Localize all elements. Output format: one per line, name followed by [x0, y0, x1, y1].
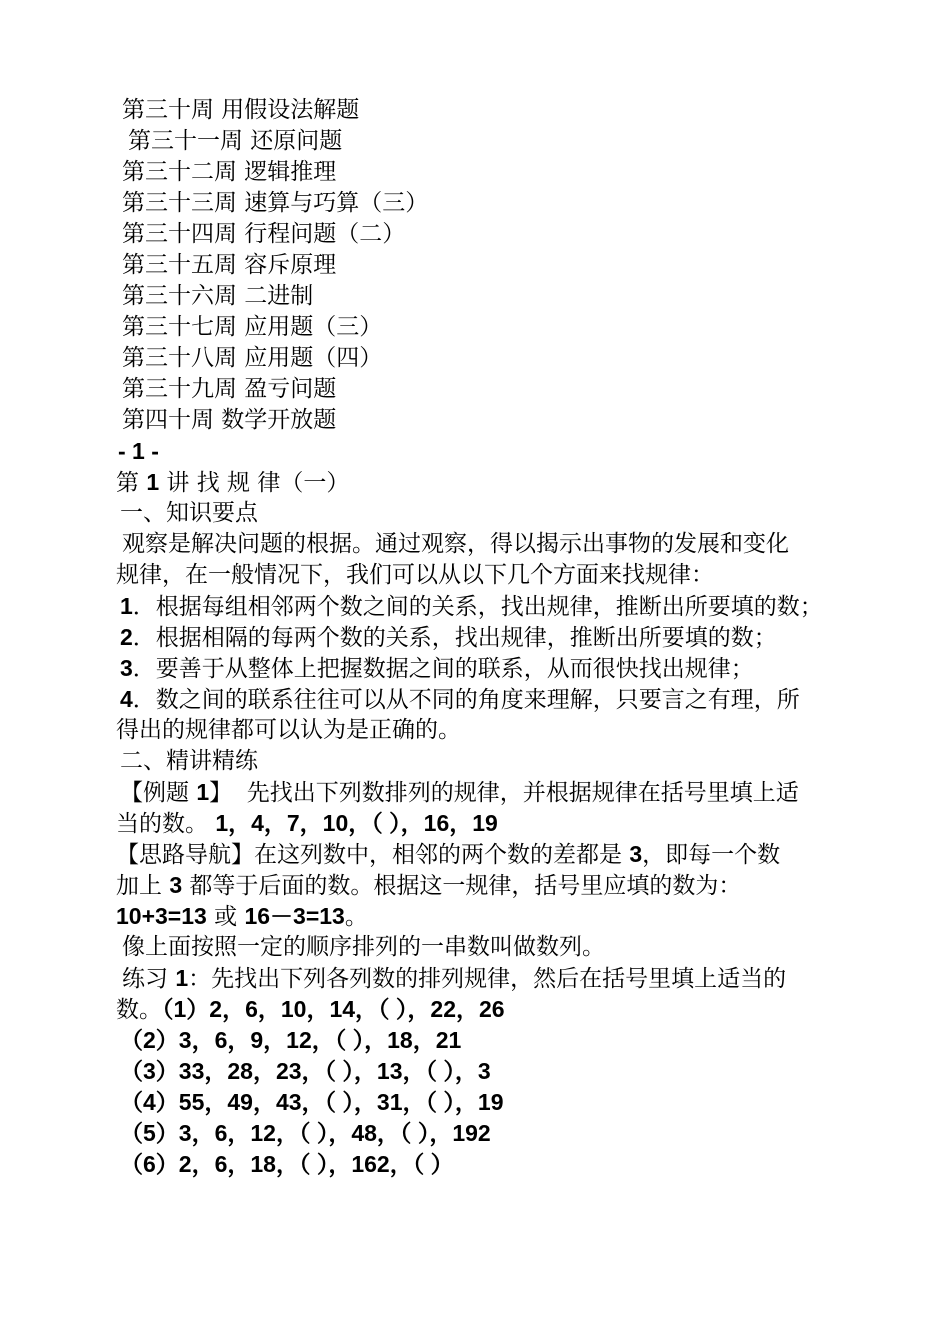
toc-item: 第三十七周 应用题（三）: [122, 314, 383, 340]
page-number: - 1 -: [118, 438, 159, 464]
example-text: 当的数。: [116, 811, 208, 837]
toc-item: 第三十四周 行程问题（二）: [122, 221, 406, 247]
toc-item: 第四十周 数学开放题: [122, 407, 337, 433]
toc-item: 第三十二周 逻辑推理: [122, 159, 337, 185]
toc-item: 第三十三周 速算与巧算（三）: [122, 190, 429, 216]
knowledge-point: [120, 684, 800, 715]
paragraph: 规律，在一般情况下，我们可以从以下几个方面来找规律：: [116, 562, 714, 588]
toc-item: 第三十六周 二进制: [122, 283, 314, 309]
point-text: ．数之间的联系往往可以从不同的角度来理解，只要言之有理，所: [132, 687, 800, 713]
practice-item: （2）3，6，9，12，（ ），18，21: [120, 1027, 462, 1053]
practice-heading: 练习 1：先找出下列各列数的排列规律，然后在括号里填上适当的: [122, 965, 787, 992]
example-label: 【例题 1】: [120, 779, 233, 806]
practice-item: （4）55，49，43，（ ），31，（ ），19: [120, 1089, 504, 1115]
point-number: 2: [120, 624, 133, 650]
example-text: 先找出下列数排列的规律，并根据规律在括号里填上适: [246, 780, 799, 806]
example-sequence: 1，4，7，10，（ ），16，19: [215, 810, 498, 836]
lecture-prefix: 第: [116, 470, 147, 496]
knowledge-point: [120, 591, 823, 622]
knowledge-point: [120, 622, 777, 653]
practice-item: （1）2，6，10，14，（ ），22，26: [162, 996, 505, 1022]
point-text: ．根据每组相邻两个数之间的关系，找出规律，推断出所要填的数；: [132, 594, 823, 620]
hint-line: 【思路导航】在这列数中，相邻的两个数的差都是 3，即每一个数: [116, 841, 781, 868]
toc-item: 第三十一周 还原问题: [128, 128, 343, 154]
point-number: 3: [120, 655, 133, 681]
lecture-number: 1: [146, 469, 160, 495]
hint-line: 10+3=13 或 16－3=13。: [116, 903, 368, 930]
point-number: 4: [120, 686, 133, 712]
practice-item: （3）33，28，23，（ ），13，（ ），3: [120, 1058, 491, 1084]
paragraph: 得出的规律都可以认为是正确的。: [116, 717, 461, 743]
section-heading: 二、精讲精练: [120, 748, 258, 774]
point-number: 1: [120, 593, 133, 619]
definition: 像上面按照一定的顺序排列的一串数叫做数列。: [122, 934, 605, 960]
point-text: ．根据相隔的每两个数的关系，找出规律，推断出所要填的数；: [132, 625, 777, 651]
toc-item: 第三十五周 容斥原理: [122, 252, 337, 278]
toc-item: 第三十八周 应用题（四）: [122, 345, 383, 371]
example-line: [120, 777, 799, 808]
practice-item: （5）3，6，12，（ ），48，（ ），192: [120, 1120, 491, 1146]
point-text: ．要善于从整体上把握数据之间的联系，从而很快找出规律；: [132, 656, 754, 682]
hint-line: 加上 3 都等于后面的数。根据这一规律，括号里应填的数为：: [116, 872, 742, 899]
lecture-title-text: 讲 找 规 律（一）: [159, 470, 350, 496]
lecture-title: [116, 467, 349, 498]
practice-item: （6）2，6，18，（ ），162，（ ）: [120, 1151, 454, 1177]
practice-heading: 数。（1）2，6，10，14，（ ），22，26: [116, 996, 505, 1023]
toc-item: 第三十周 用假设法解题: [122, 97, 360, 123]
hint-label: 【思路导航】: [116, 842, 254, 868]
section-heading: 一、知识要点: [120, 500, 258, 526]
knowledge-point: [120, 653, 754, 684]
toc-item: 第三十九周 盈亏问题: [122, 376, 337, 402]
example-line: [116, 808, 498, 839]
paragraph: 观察是解决问题的根据。通过观察，得以揭示出事物的发展和变化: [122, 531, 789, 557]
